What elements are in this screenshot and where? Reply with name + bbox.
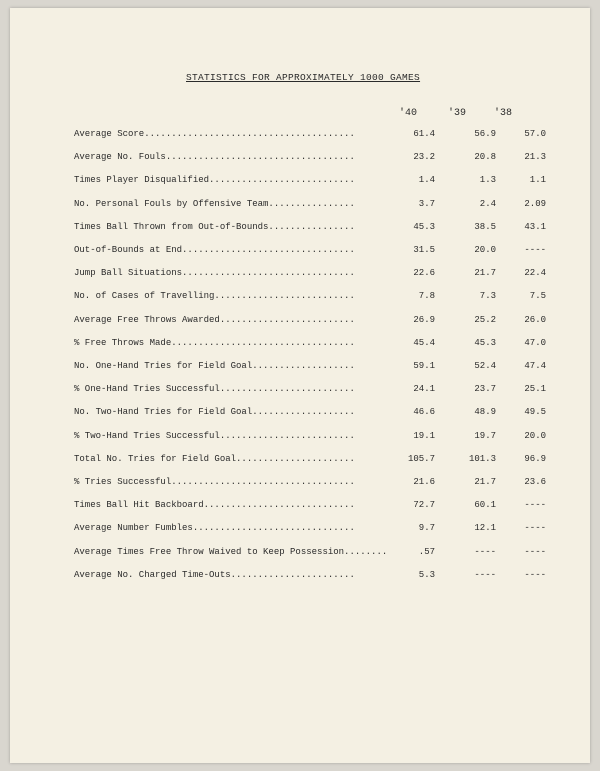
- value-1940: 19.1: [413, 430, 435, 441]
- row-label: No. Personal Fouls by Offensive Team................: [74, 198, 355, 209]
- table-row: [74, 198, 546, 213]
- value-1938: 43.1: [524, 221, 546, 232]
- value-1940: 72.7: [413, 500, 435, 511]
- row-label: Times Ball Hit Backboard............................: [74, 500, 355, 511]
- row-label: Average No. Fouls...................................: [74, 152, 355, 163]
- value-1940: 24.1: [413, 384, 435, 395]
- page-title: STATISTICS FOR APPROXIMATELY 1000 GAMES: [186, 72, 421, 83]
- row-label: Jump Ball Situations................................: [74, 268, 355, 279]
- value-1940: 3.7: [418, 198, 435, 209]
- value-1938: ----: [524, 500, 546, 511]
- table-row: [74, 314, 546, 329]
- table-row: [74, 152, 546, 166]
- row-label: Average Free Throws Awarded.........................: [74, 314, 355, 325]
- row-label: Total No. Tries for Field Goal......................: [74, 453, 355, 464]
- value-1939: 60.1: [474, 500, 496, 511]
- row-label: Times Ball Thrown from Out-of-Bounds................: [74, 221, 355, 232]
- value-1940: 5.3: [418, 569, 435, 580]
- value-1939: 23.7: [474, 384, 496, 395]
- value-1938: ----: [524, 523, 546, 534]
- table-row: [74, 453, 546, 468]
- table-row: [74, 430, 546, 445]
- value-1940: 9.7: [418, 523, 435, 534]
- column-header-1938: '38: [494, 108, 513, 119]
- value-1940: 7.8: [418, 291, 435, 302]
- table-row: [74, 245, 546, 259]
- value-1940: 59.1: [413, 361, 435, 371]
- row-label: Times Player Disqualified...........................: [74, 175, 355, 186]
- value-1940: 1.4: [418, 175, 435, 186]
- value-1939: 56.9: [474, 129, 496, 139]
- value-1938: 47.0: [524, 337, 546, 348]
- value-1939: 48.9: [474, 407, 496, 418]
- value-1940: 61.4: [413, 129, 435, 139]
- value-1939: ----: [474, 546, 496, 557]
- value-1939: 21.7: [474, 477, 496, 487]
- value-1939: 20.8: [474, 152, 496, 163]
- table-row: [74, 523, 546, 537]
- row-label: Average Score.......................................: [74, 129, 355, 139]
- value-1938: 1.1: [529, 175, 546, 186]
- table-row: [74, 337, 546, 352]
- row-label: % Two-Hand Tries Successful.........................: [74, 430, 355, 441]
- document-page: [10, 8, 590, 763]
- value-1938: 21.3: [524, 152, 546, 163]
- row-label: % One-Hand Tries Successful.........................: [74, 384, 355, 395]
- value-1939: 1.3: [479, 175, 496, 186]
- table-row: [74, 477, 546, 491]
- value-1938: 2.09: [524, 198, 546, 209]
- value-1939: 45.3: [474, 337, 496, 348]
- value-1940: .57: [418, 546, 435, 557]
- column-header-1939: '39: [448, 108, 467, 119]
- table-row: [74, 546, 546, 561]
- table-row: [74, 129, 546, 143]
- value-1939: 19.7: [474, 430, 496, 441]
- value-1938: 23.6: [524, 477, 546, 487]
- value-1938: 47.4: [524, 361, 546, 371]
- value-1939: 7.3: [479, 291, 496, 302]
- row-label: % Free Throws Made..................................: [74, 337, 355, 348]
- table-row: [74, 407, 546, 421]
- value-1938: ----: [524, 546, 546, 557]
- value-1940: 23.2: [413, 152, 435, 163]
- value-1939: 38.5: [474, 221, 496, 232]
- value-1940: 26.9: [413, 314, 435, 325]
- row-label: No. One-Hand Tries for Field Goal...................: [74, 361, 355, 371]
- row-label: No. Two-Hand Tries for Field Goal...................: [74, 407, 355, 418]
- row-label: % Tries Successful..................................: [74, 477, 355, 487]
- value-1939: 101.3: [468, 453, 496, 464]
- value-1939: 52.4: [474, 361, 496, 371]
- table-row: [74, 175, 546, 189]
- value-1938: 96.9: [524, 453, 546, 464]
- row-label: Average Times Free Throw Waived to Keep Possession........: [74, 546, 388, 557]
- value-1940: 45.3: [413, 221, 435, 232]
- value-1939: 21.7: [474, 268, 496, 279]
- value-1938: 49.5: [524, 407, 546, 418]
- value-1938: ----: [524, 569, 546, 580]
- value-1939: ----: [474, 569, 496, 580]
- value-1940: 45.4: [413, 337, 435, 348]
- row-label: Average No. Charged Time-Outs.......................: [74, 569, 355, 580]
- value-1939: 2.4: [479, 198, 496, 209]
- table-row: [74, 500, 546, 514]
- value-1938: 57.0: [524, 129, 546, 139]
- value-1940: 21.6: [413, 477, 435, 487]
- table-row: [74, 361, 546, 375]
- table-row: [74, 384, 546, 398]
- table-row: [74, 291, 546, 305]
- value-1940: 46.6: [413, 407, 435, 418]
- row-label: Out-of-Bounds at End................................: [74, 245, 355, 255]
- value-1940: 105.7: [407, 453, 435, 464]
- value-1938: 25.1: [524, 384, 546, 395]
- table-row: [74, 569, 546, 584]
- value-1940: 31.5: [413, 245, 435, 255]
- value-1939: 20.0: [474, 245, 496, 255]
- table-row: [74, 221, 546, 236]
- value-1938: ----: [524, 245, 546, 255]
- value-1940: 22.6: [413, 268, 435, 279]
- row-label: Average Number Fumbles..............................: [74, 523, 355, 534]
- value-1938: 26.0: [524, 314, 546, 325]
- table-row: [74, 268, 546, 282]
- column-header-1940: '40: [399, 108, 418, 119]
- value-1938: 7.5: [529, 291, 546, 302]
- value-1939: 12.1: [474, 523, 496, 534]
- value-1938: 20.0: [524, 430, 546, 441]
- row-label: No. of Cases of Travelling..........................: [74, 291, 355, 302]
- value-1939: 25.2: [474, 314, 496, 325]
- value-1938: 22.4: [524, 268, 546, 279]
